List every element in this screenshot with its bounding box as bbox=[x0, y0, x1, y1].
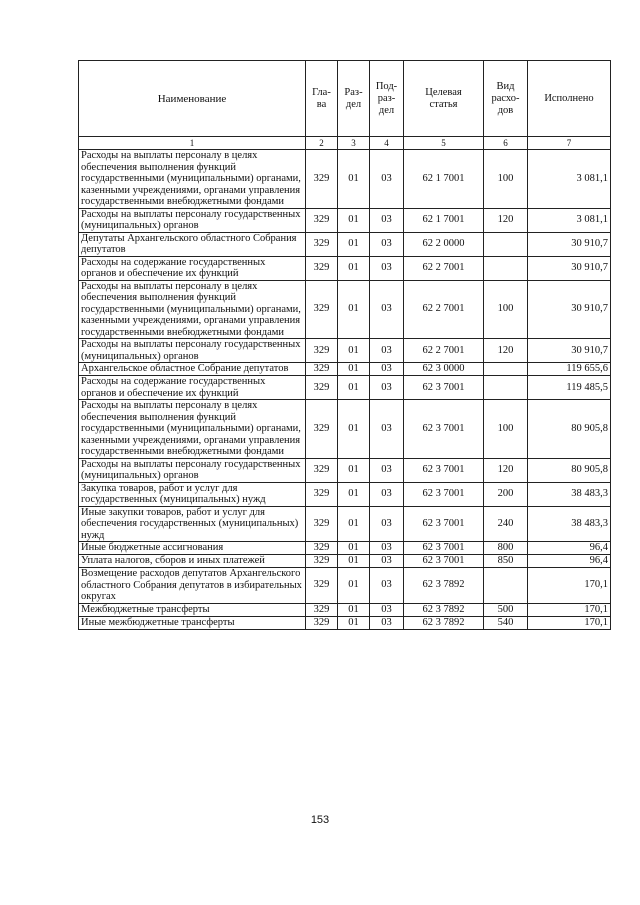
row-glava-cell: 329 bbox=[306, 339, 338, 363]
row-name-cell: Расходы на выплаты персоналу государственных (муниципальных) органов bbox=[79, 208, 306, 232]
row-sum-cell: 38 483,3 bbox=[528, 506, 611, 542]
row-glava-cell: 329 bbox=[306, 458, 338, 482]
row-sum-cell: 170,1 bbox=[528, 568, 611, 604]
row-glava-cell: 329 bbox=[306, 568, 338, 604]
row-vid-cell: 120 bbox=[484, 339, 528, 363]
row-razdel-cell: 01 bbox=[338, 568, 370, 604]
column-number: 1 bbox=[79, 137, 306, 150]
row-sum-cell: 3 081,1 bbox=[528, 208, 611, 232]
row-name-cell: Возмещение расходов депутатов Архангельского областного Собрания депутатов в избирательных округах bbox=[79, 568, 306, 604]
row-glava-cell: 329 bbox=[306, 400, 338, 459]
row-razdel-cell: 01 bbox=[338, 363, 370, 376]
row-statya-cell: 62 1 7001 bbox=[404, 150, 484, 209]
row-vid-cell: 120 bbox=[484, 208, 528, 232]
row-name-cell: Уплата налогов, сборов и иных платежей bbox=[79, 555, 306, 568]
row-statya-cell: 62 3 7001 bbox=[404, 482, 484, 506]
header-vid: Вид расхо- дов bbox=[484, 61, 528, 137]
row-name-cell: Архангельское областное Собрание депутатов bbox=[79, 363, 306, 376]
row-razdel-cell: 01 bbox=[338, 232, 370, 256]
page-number: 153 bbox=[310, 814, 330, 826]
header-glava: Гла- ва bbox=[306, 61, 338, 137]
row-vid-cell: 240 bbox=[484, 506, 528, 542]
row-name-cell: Расходы на содержание государственных органов и обеспечение их функций bbox=[79, 376, 306, 400]
row-statya-cell: 62 3 7892 bbox=[404, 616, 484, 629]
row-podrazdel-cell: 03 bbox=[370, 616, 404, 629]
row-name-cell: Иные бюджетные ассигнования bbox=[79, 542, 306, 555]
column-number: 5 bbox=[404, 137, 484, 150]
row-podrazdel-cell: 03 bbox=[370, 339, 404, 363]
table-row bbox=[79, 280, 611, 339]
row-vid-cell bbox=[484, 256, 528, 280]
row-podrazdel-cell: 03 bbox=[370, 232, 404, 256]
row-glava-cell: 329 bbox=[306, 616, 338, 629]
row-statya-cell: 62 3 7001 bbox=[404, 506, 484, 542]
row-statya-cell: 62 3 7001 bbox=[404, 400, 484, 459]
row-sum-cell: 30 910,7 bbox=[528, 232, 611, 256]
row-vid-cell: 850 bbox=[484, 555, 528, 568]
row-vid-cell: 100 bbox=[484, 400, 528, 459]
row-vid-cell bbox=[484, 568, 528, 604]
row-sum-cell: 119 655,6 bbox=[528, 363, 611, 376]
row-sum-cell: 96,4 bbox=[528, 542, 611, 555]
table-row bbox=[79, 603, 611, 616]
row-sum-cell: 3 081,1 bbox=[528, 150, 611, 209]
row-vid-cell: 100 bbox=[484, 280, 528, 339]
row-podrazdel-cell: 03 bbox=[370, 506, 404, 542]
table-row bbox=[79, 616, 611, 629]
row-vid-cell: 200 bbox=[484, 482, 528, 506]
row-sum-cell: 170,1 bbox=[528, 603, 611, 616]
row-glava-cell: 329 bbox=[306, 280, 338, 339]
row-statya-cell: 62 3 0000 bbox=[404, 363, 484, 376]
table-row bbox=[79, 542, 611, 555]
row-podrazdel-cell: 03 bbox=[370, 482, 404, 506]
row-glava-cell: 329 bbox=[306, 363, 338, 376]
row-razdel-cell: 01 bbox=[338, 208, 370, 232]
column-number: 6 bbox=[484, 137, 528, 150]
column-number-row bbox=[79, 137, 611, 150]
row-name-cell: Расходы на выплаты персоналу в целях обеспечения выполнения функций государственными (муниципальными) органами, казенными учреждениями, органами управления государственными внебюджетными фондами bbox=[79, 280, 306, 339]
row-glava-cell: 329 bbox=[306, 482, 338, 506]
row-name-cell: Иные закупки товаров, работ и услуг для обеспечения государственных (муниципальных) нужд bbox=[79, 506, 306, 542]
column-number: 7 bbox=[528, 137, 611, 150]
row-sum-cell: 30 910,7 bbox=[528, 280, 611, 339]
header-statya: Целевая статья bbox=[404, 61, 484, 137]
table-row bbox=[79, 232, 611, 256]
row-razdel-cell: 01 bbox=[338, 616, 370, 629]
row-razdel-cell: 01 bbox=[338, 603, 370, 616]
row-podrazdel-cell: 03 bbox=[370, 208, 404, 232]
header-row bbox=[79, 61, 611, 137]
row-podrazdel-cell: 03 bbox=[370, 458, 404, 482]
row-razdel-cell: 01 bbox=[338, 555, 370, 568]
table-body bbox=[79, 150, 611, 630]
row-vid-cell bbox=[484, 232, 528, 256]
row-razdel-cell: 01 bbox=[338, 458, 370, 482]
row-razdel-cell: 01 bbox=[338, 400, 370, 459]
row-glava-cell: 329 bbox=[306, 376, 338, 400]
row-razdel-cell: 01 bbox=[338, 150, 370, 209]
row-sum-cell: 170,1 bbox=[528, 616, 611, 629]
row-name-cell: Межбюджетные трансферты bbox=[79, 603, 306, 616]
table-row bbox=[79, 458, 611, 482]
column-number: 4 bbox=[370, 137, 404, 150]
row-statya-cell: 62 3 7001 bbox=[404, 458, 484, 482]
row-name-cell: Расходы на выплаты персоналу в целях обеспечения выполнения функций государственными (муниципальными) органами, казенными учреждениями, органами управления государственными внебюджетными фондами bbox=[79, 400, 306, 459]
row-sum-cell: 80 905,8 bbox=[528, 458, 611, 482]
row-podrazdel-cell: 03 bbox=[370, 400, 404, 459]
row-glava-cell: 329 bbox=[306, 208, 338, 232]
row-statya-cell: 62 3 7001 bbox=[404, 555, 484, 568]
row-razdel-cell: 01 bbox=[338, 506, 370, 542]
row-razdel-cell: 01 bbox=[338, 339, 370, 363]
row-statya-cell: 62 3 7001 bbox=[404, 542, 484, 555]
row-glava-cell: 329 bbox=[306, 232, 338, 256]
row-sum-cell: 119 485,5 bbox=[528, 376, 611, 400]
row-name-cell: Иные межбюджетные трансферты bbox=[79, 616, 306, 629]
table-row bbox=[79, 363, 611, 376]
row-name-cell: Расходы на содержание государственных органов и обеспечение их функций bbox=[79, 256, 306, 280]
row-statya-cell: 62 2 7001 bbox=[404, 280, 484, 339]
row-glava-cell: 329 bbox=[306, 542, 338, 555]
column-number: 3 bbox=[338, 137, 370, 150]
row-name-cell: Расходы на выплаты персоналу государственных (муниципальных) органов bbox=[79, 339, 306, 363]
row-razdel-cell: 01 bbox=[338, 256, 370, 280]
row-podrazdel-cell: 03 bbox=[370, 363, 404, 376]
table-row bbox=[79, 400, 611, 459]
row-glava-cell: 329 bbox=[306, 256, 338, 280]
row-sum-cell: 38 483,3 bbox=[528, 482, 611, 506]
row-podrazdel-cell: 03 bbox=[370, 280, 404, 339]
row-glava-cell: 329 bbox=[306, 603, 338, 616]
row-razdel-cell: 01 bbox=[338, 376, 370, 400]
row-statya-cell: 62 3 7892 bbox=[404, 568, 484, 604]
row-vid-cell: 800 bbox=[484, 542, 528, 555]
row-vid-cell: 540 bbox=[484, 616, 528, 629]
header-ispolneno: Исполнено bbox=[528, 61, 611, 137]
table-row bbox=[79, 376, 611, 400]
row-glava-cell: 329 bbox=[306, 150, 338, 209]
table-row bbox=[79, 482, 611, 506]
row-podrazdel-cell: 03 bbox=[370, 542, 404, 555]
row-vid-cell: 500 bbox=[484, 603, 528, 616]
header-razdel: Раз- дел bbox=[338, 61, 370, 137]
row-statya-cell: 62 3 7892 bbox=[404, 603, 484, 616]
row-podrazdel-cell: 03 bbox=[370, 256, 404, 280]
row-vid-cell: 120 bbox=[484, 458, 528, 482]
row-podrazdel-cell: 03 bbox=[370, 555, 404, 568]
row-razdel-cell: 01 bbox=[338, 482, 370, 506]
row-statya-cell: 62 2 0000 bbox=[404, 232, 484, 256]
row-statya-cell: 62 2 7001 bbox=[404, 339, 484, 363]
row-glava-cell: 329 bbox=[306, 506, 338, 542]
header-name: Наименование bbox=[79, 61, 306, 137]
table-row bbox=[79, 568, 611, 604]
table-row bbox=[79, 256, 611, 280]
row-name-cell: Расходы на выплаты персоналу государственных (муниципальных) органов bbox=[79, 458, 306, 482]
table-row bbox=[79, 150, 611, 209]
row-podrazdel-cell: 03 bbox=[370, 376, 404, 400]
row-statya-cell: 62 2 7001 bbox=[404, 256, 484, 280]
table-row bbox=[79, 506, 611, 542]
row-statya-cell: 62 1 7001 bbox=[404, 208, 484, 232]
row-podrazdel-cell: 03 bbox=[370, 150, 404, 209]
column-number: 2 bbox=[306, 137, 338, 150]
row-glava-cell: 329 bbox=[306, 555, 338, 568]
row-sum-cell: 30 910,7 bbox=[528, 256, 611, 280]
row-sum-cell: 30 910,7 bbox=[528, 339, 611, 363]
row-sum-cell: 80 905,8 bbox=[528, 400, 611, 459]
header-podrazdel: Под- раз- дел bbox=[370, 61, 404, 137]
row-name-cell: Закупка товаров, работ и услуг для государственных (муниципальных) нужд bbox=[79, 482, 306, 506]
table-row bbox=[79, 208, 611, 232]
row-vid-cell bbox=[484, 363, 528, 376]
table-row bbox=[79, 555, 611, 568]
row-sum-cell: 96,4 bbox=[528, 555, 611, 568]
row-vid-cell: 100 bbox=[484, 150, 528, 209]
row-vid-cell bbox=[484, 376, 528, 400]
row-podrazdel-cell: 03 bbox=[370, 568, 404, 604]
row-name-cell: Расходы на выплаты персоналу в целях обеспечения выполнения функций государственными (муниципальными) органами, казенными учреждениями, органами управления государственными внебюджетными фондами bbox=[79, 150, 306, 209]
table-row bbox=[79, 339, 611, 363]
row-podrazdel-cell: 03 bbox=[370, 603, 404, 616]
row-razdel-cell: 01 bbox=[338, 542, 370, 555]
row-razdel-cell: 01 bbox=[338, 280, 370, 339]
row-statya-cell: 62 3 7001 bbox=[404, 376, 484, 400]
row-name-cell: Депутаты Архангельского областного Собрания депутатов bbox=[79, 232, 306, 256]
budget-table bbox=[78, 60, 611, 630]
